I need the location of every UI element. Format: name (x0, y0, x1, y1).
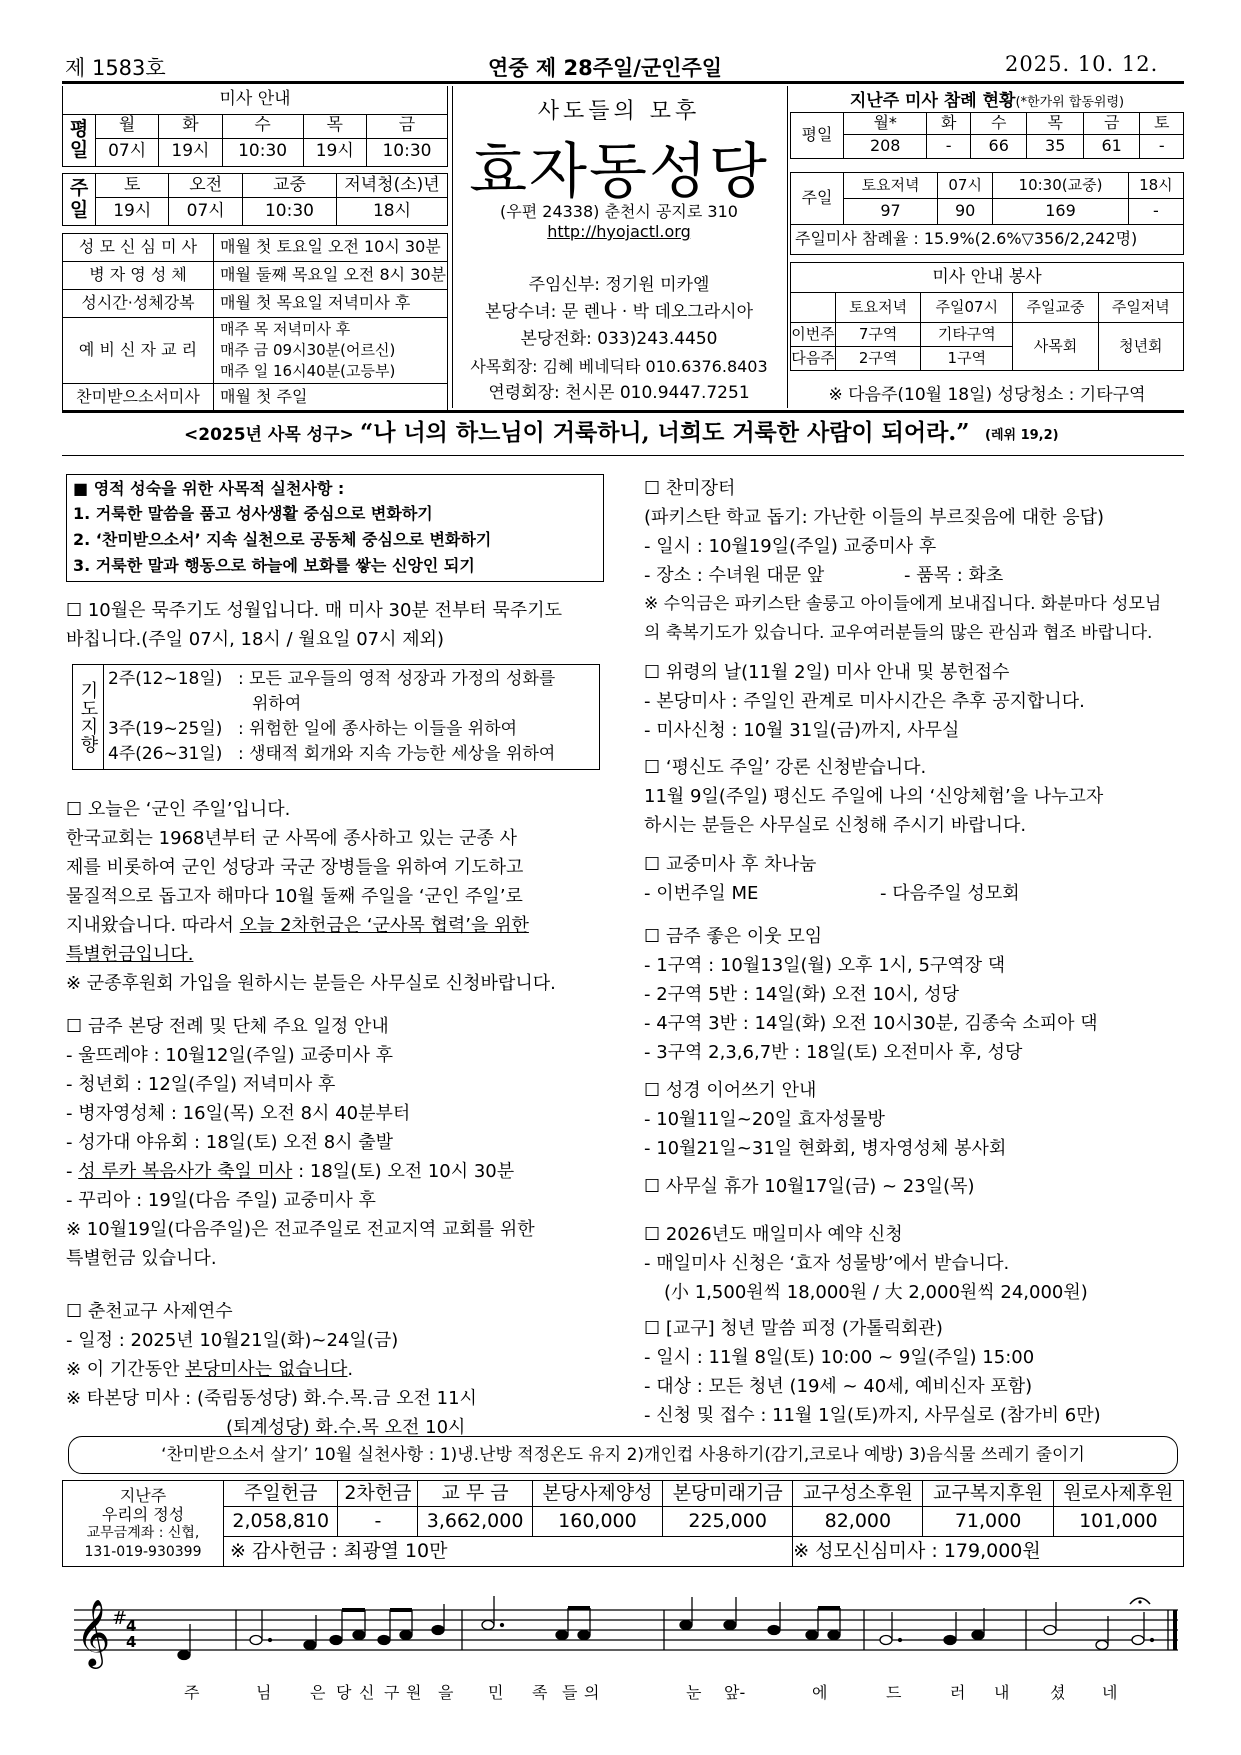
service-col: 주일교중 (1013, 293, 1098, 323)
practice-item: 3. 거룩한 말과 행동으로 하늘에 보화를 쌓는 신앙인 되기 (73, 556, 475, 575)
intention-week: 3주(19~25일) (108, 719, 223, 739)
youth-line: - 일시 : 11월 8일(토) 10:00 ~ 9일(주일) 15:00 (644, 1347, 1035, 1368)
schedule-line: - 울뜨레야 : 10월12일(주일) 교중미사 후 (66, 1045, 394, 1066)
svg-text:4: 4 (126, 1617, 137, 1635)
daily-line: - 매일미사 신청은 ‘효자 성물방’에서 받습니다. (644, 1253, 1010, 1274)
special-label: 찬미받으소서미사 (63, 384, 214, 412)
section-heading: ☐ 사무실 휴가 10월17일(금) ~ 23일(목) (644, 1176, 975, 1197)
bible-line: - 10월21일~31일 현화회, 병자영성체 봉사회 (644, 1138, 1007, 1159)
retreat-line: ※ 이 기간동안 (66, 1359, 180, 1380)
offering-value: 71,000 (923, 1507, 1053, 1537)
souls-line: - 미사신청 : 10월 31일(금)까지, 사무실 (644, 720, 960, 741)
special-label: 성 모 신 심 미 사 (63, 234, 214, 262)
attendance-weekday-table (790, 112, 1184, 159)
lyric-syllable: 눈 (686, 1683, 702, 1702)
service-col: 토요저녁 (836, 293, 921, 323)
military-line: ※ 군종후원회 가입을 원하시는 분들은 사무실로 신청바랍니다. (66, 973, 556, 994)
schedule-line: - (66, 1161, 79, 1182)
day-cell: 토 (1140, 113, 1184, 135)
schedule-line: - 꾸리아 : 19일(다음 주일) 교중미사 후 (66, 1190, 376, 1211)
practice-item: 2. ‘찬미받으소서’ 지속 실천으로 공동체 중심으로 변화하기 (73, 530, 492, 549)
offering-value: 3,662,000 (418, 1507, 532, 1537)
youth-line: - 대상 : 모든 청년 (19세 ~ 40세, 예비신자 포함) (644, 1376, 1033, 1397)
time-cell: 19시 (96, 198, 169, 226)
lyric-syllable: 주 (184, 1683, 200, 1702)
neighbor-line: - 2구역 5반 : 14일(화) 오전 10시, 성당 (644, 984, 959, 1005)
offering-value: 225,000 (663, 1507, 793, 1537)
lyric-syllable: 네 (1102, 1683, 1118, 1702)
parish-url[interactable]: http://hyojactl.org (547, 222, 691, 241)
schedule-line: - 병자영성체 : 16일(목) 오전 8시 40분부터 (66, 1103, 411, 1124)
offering-header: 2차헌금 (338, 1481, 418, 1507)
lyric-syllable: 의 (584, 1683, 600, 1702)
market-line: - 품목 : 화초 (904, 565, 1004, 586)
staff-line: 연령회장: 천시몬 010.9447.7251 (488, 383, 750, 403)
day-cell: 금 (366, 114, 447, 138)
next-week-label: 다음주 (791, 347, 836, 371)
intention-week: 2주(12~18일) (108, 669, 223, 689)
lyric-syllable: 앞- (724, 1683, 746, 1702)
this-week-label: 이번주 (791, 323, 836, 347)
intention-week: 4주(26~31일) (108, 744, 223, 764)
military-line: 특별헌금입니다. (66, 944, 194, 965)
marian-mass-offering: ※ 성모신심미사 : 179,000원 (793, 1537, 1184, 1567)
souls-section (644, 658, 1085, 745)
no-mass-notice: 본당미사는 없습니다 (185, 1359, 348, 1380)
neighbor-section (644, 922, 1098, 1067)
offering-header: 교구복지후원 (923, 1481, 1053, 1507)
offering-value: 160,000 (532, 1507, 662, 1537)
motto-quote: “나 너의 하느님이 거룩하니, 너희도 거룩한 사람이 되어라.” (360, 419, 970, 446)
prayer-intention-table (72, 664, 600, 770)
intention-text: 위하여 (252, 694, 302, 714)
bible-line: - 10월11일~20일 효자성물방 (644, 1109, 885, 1130)
service-cell: 사목회 (1013, 323, 1098, 371)
daily-line: (小 1,500원씩 18,000원 / 大 2,000원씩 24,000원) (664, 1282, 1088, 1303)
offering-side-line: 지난주 (119, 1485, 167, 1505)
count-cell: 90 (938, 199, 993, 225)
slot-cell: 토요저녁 (844, 173, 938, 199)
issue-number: 제 1583호 (65, 56, 166, 80)
second-collection-note: 오늘 2차헌금은 ‘군사목 협력’을 위한 (239, 915, 529, 936)
count-cell: 61 (1083, 135, 1139, 159)
issue-title: 연중 제 28주일/군인주일 (488, 56, 723, 80)
market-line: (파키스탄 학교 돕기: 가난한 이들의 부르짖음에 대한 응답) (644, 507, 1105, 528)
day-cell: 저녁청(소)년 (337, 174, 448, 198)
neighbor-line: - 3구역 2,3,6,7반 : 18일(토) 오전미사 후, 성당 (644, 1042, 1023, 1063)
sunday-label: 주일 (791, 173, 844, 225)
intention-text: : 생태적 회개와 지속 가능한 세상을 위하여 (238, 744, 556, 764)
section-heading: ☐ 교중미사 후 차나눔 (644, 854, 817, 875)
schedule-line: 특별헌금 있습니다. (66, 1248, 217, 1269)
intention-text: : 모든 교우들의 영적 성장과 가정의 성화를 (238, 669, 556, 689)
military-line: 지내왔습니다. 따라서 (66, 915, 234, 936)
motto-label: <2025년 사목 성구> (184, 425, 354, 445)
rosary-section (66, 596, 562, 654)
service-table (790, 262, 1184, 371)
music-staff (74, 1594, 1184, 1678)
lyric-syllable: 족 (532, 1683, 548, 1702)
intention-text: : 위험한 일에 종사하는 이들을 위하여 (238, 719, 518, 739)
lyric-syllable: 을 (438, 1683, 454, 1702)
lyric-syllable: 들 (562, 1683, 578, 1702)
offering-header: 본당미래기금 (663, 1481, 793, 1507)
offering-side-line: 131-019-930399 (84, 1543, 202, 1560)
count-cell: 97 (844, 199, 938, 225)
lyric-syllable: 셨 (1050, 1683, 1066, 1702)
practice-box (66, 474, 604, 582)
offering-header: 교구성소후원 (793, 1481, 923, 1507)
offering-value: 82,000 (793, 1507, 923, 1537)
parish-address: (우편 24338) 춘천시 공지로 310 (500, 202, 738, 221)
count-cell: 208 (844, 135, 927, 159)
lyrics-line (74, 1680, 1184, 1704)
count-cell: 169 (993, 199, 1129, 225)
lyric-syllable: 드 (886, 1683, 902, 1702)
tea-section (644, 850, 1020, 908)
time-cell: 10:30 (242, 198, 336, 226)
schedule-section (66, 1012, 535, 1273)
weekday-label: 평일 (63, 114, 96, 166)
lyric-syllable: 은 (310, 1683, 326, 1702)
bible-section (644, 1076, 1006, 1163)
offering-header: 원로사제후원 (1053, 1481, 1183, 1507)
special-label: 병 자 영 성 체 (63, 262, 214, 290)
day-cell: 목 (303, 114, 366, 138)
section-heading: ☐ 오늘은 ‘군인 주일’입니다. (66, 799, 291, 820)
day-cell: 월* (844, 113, 927, 135)
rosary-line: 바칩니다.(주일 07시, 18시 / 월요일 07시 제외) (66, 629, 445, 650)
time-cell: 10:30 (222, 138, 303, 166)
parish-name: 효자동성당 (469, 137, 769, 207)
catechism-line: 매주 목 저녁미사 후 (220, 320, 351, 338)
offering-value: - (338, 1507, 418, 1537)
schedule-line: : 18일(토) 오전 10시 30분 (298, 1161, 515, 1182)
lyric-syllable: 구 (384, 1683, 400, 1702)
offering-side-line: 우리의 정성 (101, 1504, 185, 1524)
neighbor-line: - 1구역 : 10월13일(월) 오후 1시, 5구역장 댁 (644, 955, 1006, 976)
special-mass-table (62, 233, 448, 412)
slot-cell: 07시 (938, 173, 993, 199)
offering-header: 교 무 금 (418, 1481, 532, 1507)
market-section (644, 474, 1161, 648)
military-section (66, 795, 556, 998)
sunday-schedule-table (62, 173, 448, 226)
service-title: 미사 안내 봉사 (791, 263, 1184, 293)
schedule-line: - 청년회 : 12일(주일) 저녁미사 후 (66, 1074, 336, 1095)
mass-table-title: 미사 안내 (63, 86, 448, 114)
youth-retreat-section (644, 1314, 1101, 1430)
day-cell: 금 (1083, 113, 1139, 135)
lyric-syllable: 내 (994, 1683, 1010, 1702)
weekday-label: 평일 (791, 113, 844, 159)
service-cell: 기타구역 (921, 323, 1013, 347)
offering-header: 주일헌금 (224, 1481, 338, 1507)
market-line: 의 축복기도가 있습니다. 교우여러분들의 많은 관심과 협조 바랍니다. (644, 623, 1153, 643)
time-cell: 18시 (337, 198, 448, 226)
offering-value: 101,000 (1053, 1507, 1183, 1537)
slot-cell: 18시 (1128, 173, 1183, 199)
staff-list (452, 272, 786, 407)
lyric-syllable: 에 (812, 1683, 828, 1702)
laity-section (644, 753, 1103, 840)
military-line: 한국교회는 1968년부터 군 사목에 종사하고 있는 군종 사 (66, 828, 518, 849)
motto-rule (62, 455, 1184, 456)
day-cell: 화 (159, 114, 222, 138)
section-heading: ☐ [교구] 청년 말씀 피정 (가톨릭회관) (644, 1318, 943, 1339)
lyric-syllable: 민 (488, 1683, 504, 1702)
market-line: ※ 수익금은 파키스탄 솔룽고 아이들에게 보내집니다. 화분마다 성모님 (644, 594, 1162, 614)
attendance-rate: 주일미사 참례율 : 15.9%(2.6%▽356/2,242명) (791, 225, 1184, 255)
day-cell: 월 (96, 114, 159, 138)
lyric-syllable: 당 (336, 1683, 352, 1702)
lyric-syllable: 신 (359, 1683, 375, 1702)
time-cell: 19시 (303, 138, 366, 166)
special-value: 매월 둘째 목요일 오전 8시 30분 (214, 262, 448, 290)
svg-text:#: # (112, 1608, 128, 1629)
staff-line: 주임신부: 정기원 미카엘 (528, 275, 710, 295)
retreat-line: ※ 타본당 미사 : (죽림동성당) 화.수.목.금 오전 11시 (66, 1388, 477, 1409)
market-line: - 장소 : 수녀원 대문 앞 (644, 565, 825, 586)
attendance-sunday-table (790, 172, 1184, 255)
service-col: 주일저녁 (1098, 293, 1183, 323)
parish-subtitle: 사도들의 모후 (537, 99, 701, 124)
daily-mass-section (644, 1220, 1088, 1307)
practice-title: ■ 영적 성숙을 위한 사목적 실천사항 : (73, 479, 345, 498)
offering-table (62, 1480, 1184, 1567)
catechism-line: 매주 일 16시40분(고등부) (220, 362, 396, 380)
laity-line: 하시는 분들은 사무실로 신청해 주시기 바랍니다. (644, 815, 1027, 836)
office-section (644, 1172, 975, 1201)
military-line: 물질적으로 돕고자 해마다 10월 둘째 주일을 ‘군인 주일’로 (66, 886, 523, 907)
time-cell: 10:30 (366, 138, 447, 166)
count-cell: - (1140, 135, 1184, 159)
section-heading: ☐ 금주 좋은 이웃 모임 (644, 926, 823, 947)
section-heading: ☐ 성경 이어쓰기 안내 (644, 1080, 817, 1101)
neighbor-line: - 4구역 3반 : 14일(화) 오전 10시30분, 김종숙 소피아 댁 (644, 1013, 1098, 1034)
practice-item: 1. 거룩한 말씀을 품고 성사생활 중심으로 변화하기 (73, 504, 433, 523)
tea-line: - 다음주일 성모회 (880, 883, 1020, 904)
count-cell: - (927, 135, 971, 159)
feast-mass: 성 루카 복음사가 축일 미사 (78, 1161, 293, 1182)
section-heading: ☐ 2026년도 매일미사 예약 신청 (644, 1224, 903, 1245)
offering-value: 2,058,810 (224, 1507, 338, 1537)
youth-line: - 신청 및 접수 : 11월 1일(토)까지, 사무실로 (참가비 6만) (644, 1405, 1101, 1426)
day-cell: 목 (1027, 113, 1083, 135)
service-cell: 2구역 (836, 347, 921, 371)
laity-line: 11월 9일(주일) 평신도 주일에 나의 ‘신앙체험’을 나누고자 (644, 786, 1104, 807)
time-cell: 19시 (159, 138, 222, 166)
attendance-title: 지난주 미사 참례 현황(*한가위 합동위령) (849, 91, 1125, 111)
sunday-label: 주일 (63, 174, 96, 226)
lyric-syllable: 님 (256, 1683, 272, 1702)
souls-line: - 본당미사 : 주일인 관계로 미사시간은 추후 공지합니다. (644, 691, 1085, 712)
retreat-line: - 일정 : 2025년 10월21일(화)~24일(금) (66, 1330, 399, 1351)
day-cell: 교중 (242, 174, 336, 198)
time-cell: 07시 (169, 198, 242, 226)
slot-cell: 10:30(교중) (993, 173, 1129, 199)
mass-schedule-table (62, 86, 448, 167)
tea-line: - 이번주일 ME (644, 883, 759, 904)
treble-clef-icon: 𝄞 (76, 1598, 111, 1666)
prayer-intention-label: 기도지향 (73, 665, 104, 770)
special-value: 매월 첫 토요일 오전 10시 30분 (214, 234, 448, 262)
day-cell: 토 (96, 174, 169, 198)
day-cell: 오전 (169, 174, 242, 198)
offering-side-line: 교무금계좌 : 신협, (86, 1524, 200, 1541)
rosary-line: ☐ 10월은 묵주기도 성월입니다. 매 미사 30분 전부터 묵주기도 (66, 600, 562, 621)
retreat-line: (퇴계성당) 화.수.목 오전 10시 (226, 1417, 466, 1438)
special-value: 매월 첫 목요일 저녁미사 후 (214, 290, 448, 318)
lyric-syllable: 원 (406, 1683, 422, 1702)
staff-line: 사목회장: 김혜 베네딕타 010.6376.8403 (470, 357, 768, 376)
military-line: 제를 비롯하여 군인 성당과 국군 장병들을 위하여 기도하고 (66, 857, 524, 878)
masthead-rule (62, 410, 1184, 413)
svg-text:4: 4 (126, 1633, 137, 1651)
cleaning-notice: ※ 다음주(10월 18일) 성당청소 : 기타구역 (828, 385, 1146, 405)
offering-header: 본당사제양성 (532, 1481, 662, 1507)
section-heading: ☐ ‘평신도 주일’ 강론 신청받습니다. (644, 757, 927, 778)
schedule-line: ※ 10월19일(다음주일)은 전교주일로 전교지역 교회를 위한 (66, 1219, 535, 1240)
service-cell: 1구역 (921, 347, 1013, 371)
laudato-si-bar: ‘찬미받으소서 살기’ 10월 실천사항 : 1)냉.난방 적정온도 유지 2)개인컵 사용하기(감기,코로나 예방) 3)음식물 쓰레기 줄이기 (68, 1436, 1178, 1474)
count-cell: 35 (1027, 135, 1083, 159)
schedule-line: - 성가대 야유회 : 18일(토) 오전 8시 출발 (66, 1132, 394, 1153)
staff-line: 본당전화: 033)243.4450 (520, 329, 718, 349)
catechism-line: 매주 금 09시30분(어르신) (220, 341, 396, 359)
time-cell: 07시 (96, 138, 159, 166)
section-heading: ☐ 춘천교구 사제연수 (66, 1301, 233, 1322)
market-line: - 일시 : 10월19일(주일) 교중미사 후 (644, 536, 937, 557)
special-value: 매월 첫 주일 (214, 384, 448, 412)
header-rule (62, 81, 1184, 84)
count-cell: 66 (970, 135, 1026, 159)
thanks-offering: ※ 감사헌금 : 최광열 10만 (224, 1537, 793, 1567)
section-heading: ☐ 찬미장터 (644, 478, 736, 499)
day-cell: 수 (222, 114, 303, 138)
issue-date: 2025. 10. 12. (1005, 52, 1159, 76)
day-cell: 화 (927, 113, 971, 135)
section-heading: ☐ 금주 본당 전례 및 단체 주요 일정 안내 (66, 1016, 389, 1037)
count-cell: - (1128, 199, 1183, 225)
motto-ref: (레위 19,2) (985, 428, 1059, 443)
staff-line: 본당수녀: 문 렌나 · 박 데오그라시아 (484, 302, 754, 322)
lyric-syllable: 러 (950, 1683, 966, 1702)
special-label: 예 비 신 자 교 리 (63, 318, 214, 384)
service-cell: 청년회 (1098, 323, 1183, 371)
day-cell: 수 (970, 113, 1026, 135)
retreat-section: ☐ 춘천교구 사제연수 - 일정 : 2025년 10월21일(화)~24일(금) ※ 이 기간동안 본당미사는 없습니다. ※ 타본당 미사 : (죽림동성당) 화.수.목.금 오전 11시 (퇴계성당) 화.수.목 오전 10시 (66, 1297, 477, 1442)
service-cell: 7구역 (836, 323, 921, 347)
special-label: 성시간·성체강복 (63, 290, 214, 318)
section-heading: ☐ 위령의 날(11월 2일) 미사 안내 및 봉헌접수 (644, 662, 1010, 683)
service-col: 주일07시 (921, 293, 1013, 323)
